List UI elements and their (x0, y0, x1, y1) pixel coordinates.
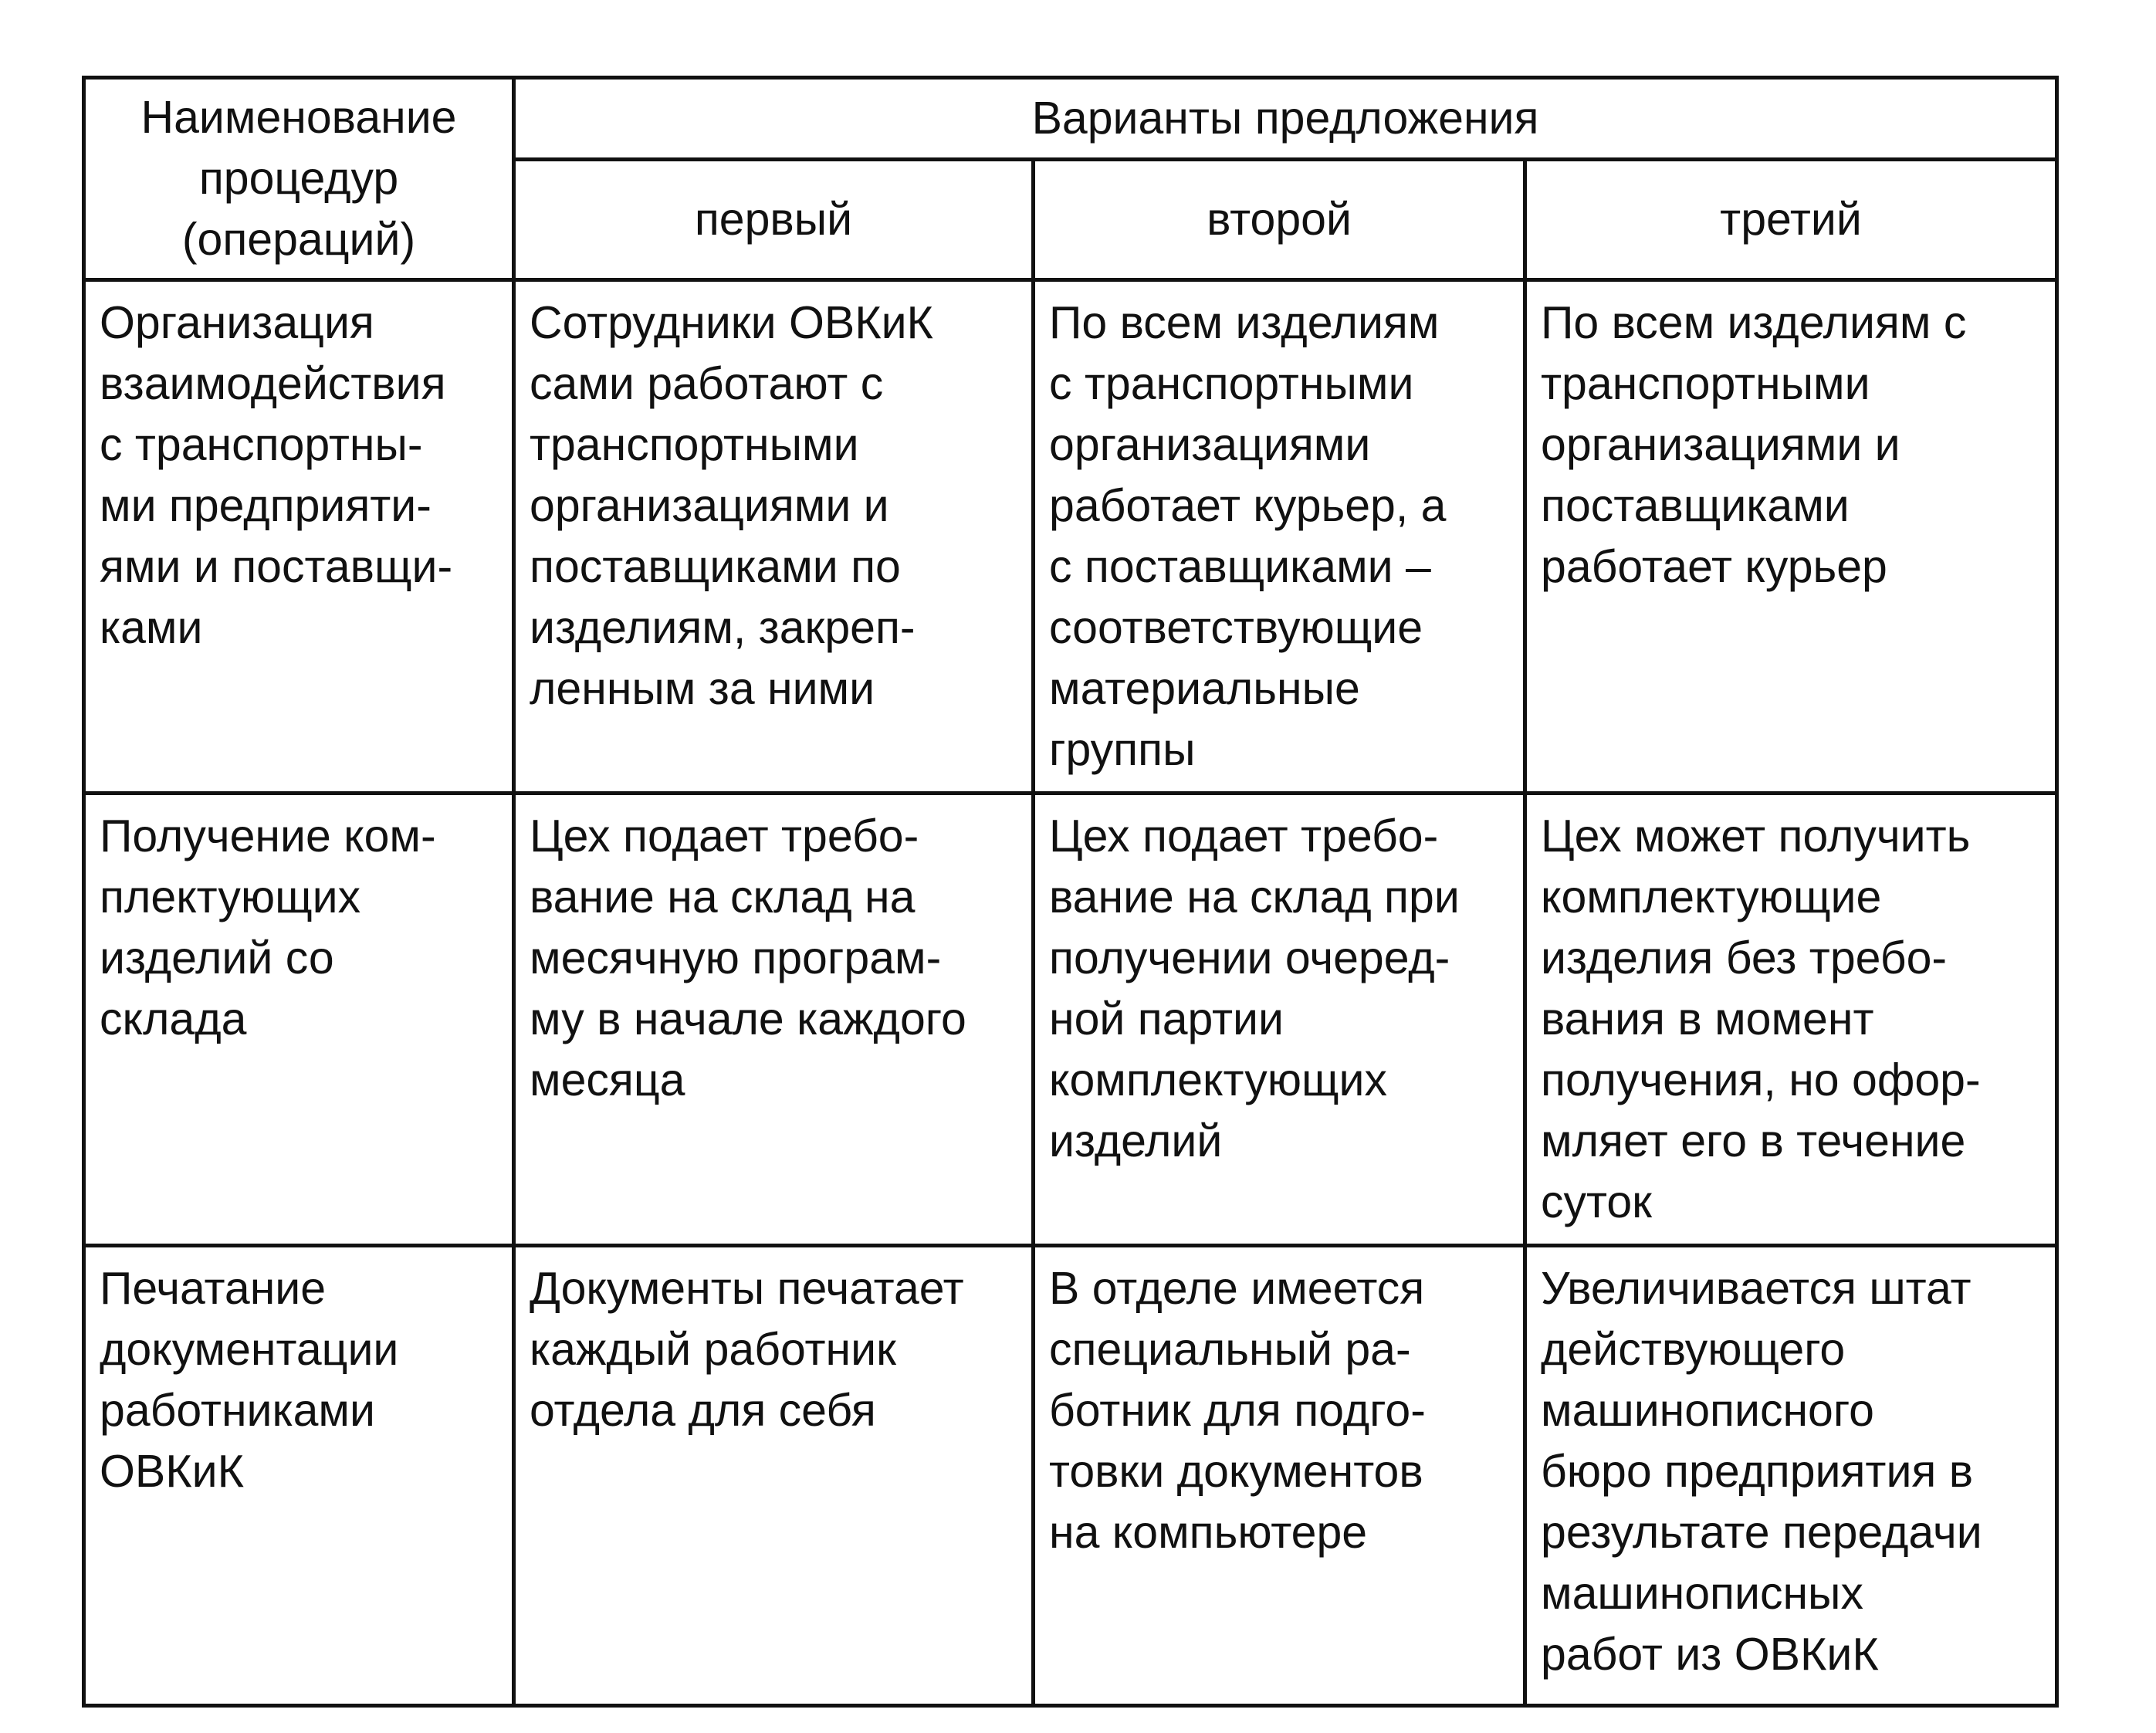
row-variant-third-cell: По всем изделиям с транспортными организациями и поставщиками работает курьер (1525, 280, 2057, 794)
table-row (84, 1246, 2057, 1706)
header-variant-third: третий (1525, 160, 2057, 280)
header-variant-first: первый (514, 160, 1034, 280)
row-variant-first-cell: Сотрудники ОВКиК сами работают с транспортными организациями и поставщиками по изделиям, закреп- ленным за ними (514, 280, 1034, 794)
table-row (84, 794, 2057, 1246)
procedures-table-container (82, 76, 2055, 1694)
table-row (84, 280, 2057, 794)
row-procedure-name: Организация взаимодействия с транспортны- ми предприяти- ями и поставщи- ками (84, 280, 514, 794)
header-variants-title: Варианты предложения (514, 78, 2057, 160)
row-procedure-name: Печатание документации работниками ОВКиК (84, 1246, 514, 1706)
row-variant-second-cell: Цех подает требо- вание на склад при получении очеред- ной партии комплектующих изделий (1034, 794, 1525, 1246)
row-variant-first-cell: Цех подает требо- вание на склад на месячную програм- му в начале каждого месяца (514, 794, 1034, 1246)
header-variant-second: второй (1034, 160, 1525, 280)
row-variant-second-cell: В отделе имеется специальный ра- ботник для подго- товки документов на компьютере (1034, 1246, 1525, 1706)
row-variant-third-cell: Увеличивается штат действующего машинописного бюро предприятия в результате передачи машинописных работ из ОВКиК (1525, 1246, 2057, 1706)
table-header-row (84, 78, 2057, 160)
row-variant-third-cell: Цех может получить комплектующие изделия без требо- вания в момент получения, но офор- мляет его в течение суток (1525, 794, 2057, 1246)
row-variant-second-cell: По всем изделиям с транспортными организациями работает курьер, а с поставщиками – соответствующие материальные группы (1034, 280, 1525, 794)
row-variant-first-cell: Документы печатает каждый работник отдела для себя (514, 1246, 1034, 1706)
header-procedure-name: Наименование процедур (операций) (84, 78, 514, 280)
row-procedure-name: Получение ком- плектующих изделий со склада (84, 794, 514, 1246)
procedures-table (82, 76, 2059, 1708)
